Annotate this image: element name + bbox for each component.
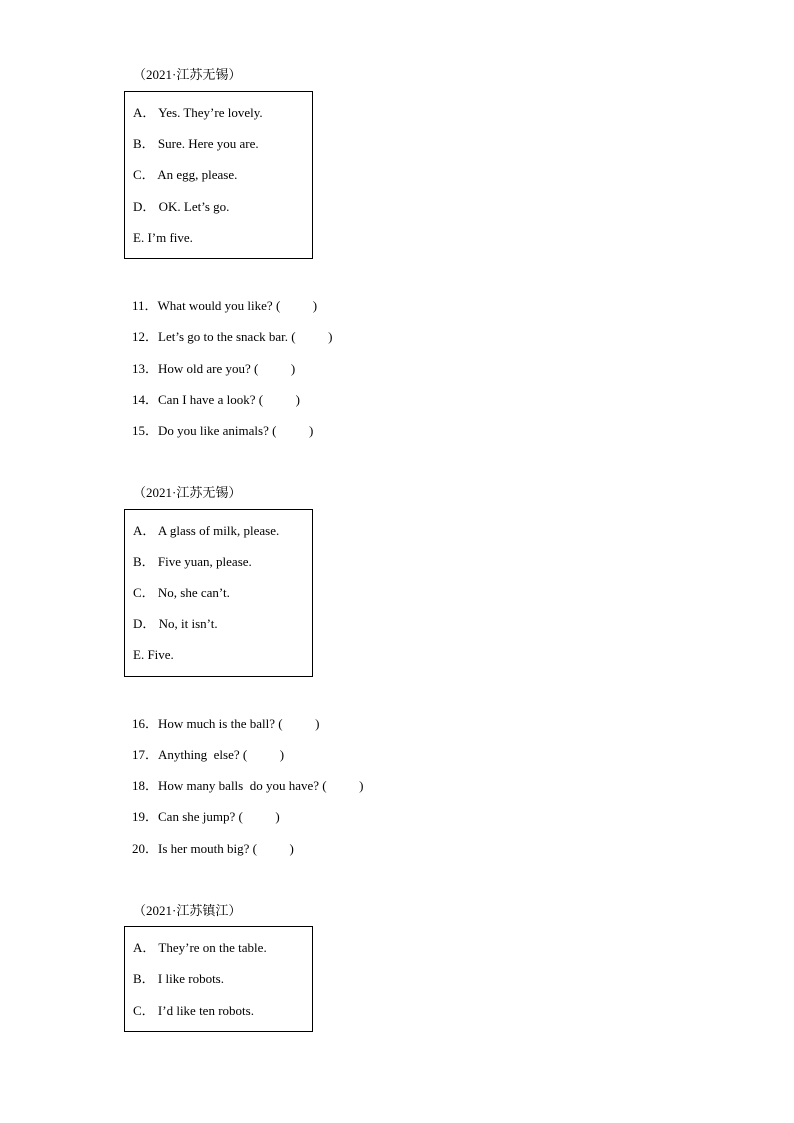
answer-close-paren: ) xyxy=(290,361,296,376)
answer-close-paren: ) xyxy=(289,841,294,856)
option-d: D． No, it isn’t. xyxy=(133,616,218,631)
question-text: Can she jump? ( xyxy=(158,809,243,824)
question-17 xyxy=(132,746,284,764)
question-number: 13． xyxy=(132,361,159,376)
question-text: What would you like? ( xyxy=(157,298,281,313)
question-text: How much is the ball? ( xyxy=(158,716,283,731)
answer-close-paren: ) xyxy=(328,329,333,344)
question-19 xyxy=(132,808,280,826)
question-number: 14． xyxy=(132,392,159,407)
question-text: How old are you? ( xyxy=(158,361,259,376)
question-text: Do you like animals? ( xyxy=(158,423,277,438)
question-number: 15． xyxy=(132,423,159,438)
option-b: B． Five yuan, please. xyxy=(133,554,252,569)
question-20 xyxy=(132,840,294,858)
question-number: 19． xyxy=(132,809,159,824)
question-number: 17． xyxy=(132,747,159,762)
question-number: 16． xyxy=(132,716,159,731)
question-text: Is her mouth big? ( xyxy=(158,841,257,856)
question-15 xyxy=(132,422,313,440)
question-16 xyxy=(132,715,319,733)
source-label-3: （2021·江苏镇江） xyxy=(133,903,242,918)
question-13 xyxy=(132,360,295,378)
question-number: 12． xyxy=(132,329,159,344)
question-11 xyxy=(132,297,317,315)
question-text: How many balls do you have? ( xyxy=(158,778,327,793)
question-18 xyxy=(132,777,363,795)
option-c: C． I’d like ten robots. xyxy=(133,1003,254,1018)
answer-close-paren: ) xyxy=(315,716,320,731)
options-box-1 xyxy=(124,91,313,259)
question-number: 11． xyxy=(132,298,158,313)
option-c: C． No, she can’t. xyxy=(133,585,230,600)
options-box-3 xyxy=(124,926,313,1032)
answer-close-paren: ) xyxy=(308,423,314,438)
answer-close-paren: ) xyxy=(359,778,364,793)
question-number: 20． xyxy=(132,841,159,856)
question-number: 18． xyxy=(132,778,159,793)
option-c: C． An egg, please. xyxy=(133,167,238,182)
option-e: E. Five. xyxy=(133,647,174,662)
options-box-2 xyxy=(124,509,313,677)
question-text: Can I have a look? ( xyxy=(158,392,264,407)
option-b: B． Sure. Here you are. xyxy=(133,136,259,151)
option-a: A． Yes. They’re lovely. xyxy=(133,105,263,120)
answer-close-paren: ) xyxy=(279,747,285,762)
question-text: Let’s go to the snack bar. ( xyxy=(158,329,296,344)
option-e: E. I’m five. xyxy=(133,230,193,245)
answer-close-paren: ) xyxy=(295,392,300,407)
question-12 xyxy=(132,328,332,346)
option-a: A． They’re on the table. xyxy=(133,940,267,955)
source-label-2: （2021·江苏无锡） xyxy=(133,485,242,500)
question-text: Anything else? ( xyxy=(158,747,248,762)
answer-close-paren: ) xyxy=(312,298,318,313)
source-label-1: （2021·江苏无锡） xyxy=(133,67,242,82)
option-d: D． OK. Let’s go. xyxy=(133,199,230,214)
option-b: B． I like robots. xyxy=(133,971,224,986)
option-a: A． A glass of milk, please. xyxy=(133,523,280,538)
question-14 xyxy=(132,391,300,409)
answer-close-paren: ) xyxy=(275,809,280,824)
